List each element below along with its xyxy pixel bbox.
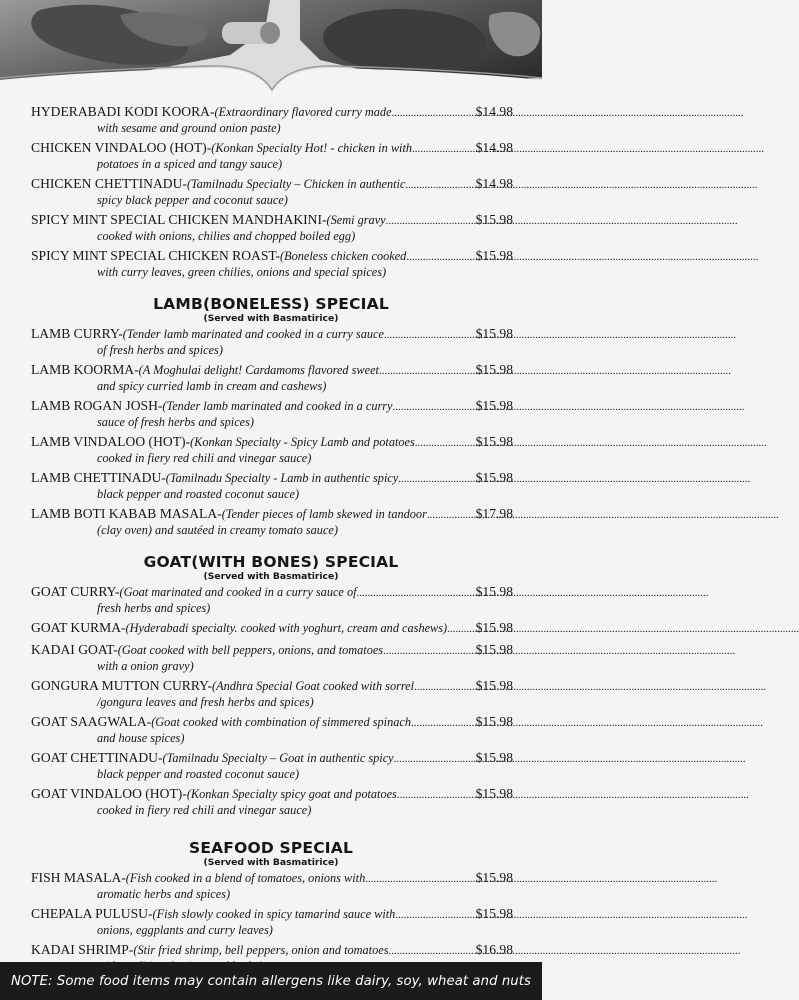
menu-item bbox=[31, 140, 513, 171]
item-description: (Tamilnadu Specialty - Lamb in authentic spicy bbox=[165, 471, 399, 485]
item-description-cont: potatoes in a spiced and tangy sauce) bbox=[97, 157, 283, 171]
section-subtitle: (Served with Basmatirice) bbox=[203, 313, 339, 324]
section-subtitle: (Served with Basmatirice) bbox=[203, 857, 339, 868]
leader-dots bbox=[383, 643, 476, 659]
menu-item bbox=[31, 584, 513, 615]
menu-item bbox=[31, 398, 513, 429]
header-food-photo-banner bbox=[0, 0, 542, 92]
section-title: GOAT(WITH BONES) SPECIAL bbox=[143, 553, 399, 571]
menu-item bbox=[31, 470, 513, 501]
section-subtitle: (Served with Basmatirice) bbox=[203, 571, 339, 582]
item-name: LAMB VINDALOO (HOT)- bbox=[31, 434, 191, 449]
item-name: LAMB ROGAN JOSH- bbox=[31, 398, 163, 413]
food-photo-banner-image bbox=[0, 0, 542, 92]
allergen-note-bar bbox=[0, 962, 542, 1000]
item-description: (Goat cooked with combination of simmered spinach bbox=[151, 715, 411, 729]
item-name: CHICKEN CHETTINADU- bbox=[31, 176, 187, 191]
item-name: GONGURA MUTTON CURRY- bbox=[31, 678, 213, 693]
item-description: (Konkan Specialty Hot! - chicken in with bbox=[211, 141, 413, 155]
leader-dots bbox=[411, 715, 476, 731]
item-description-cont: black pepper and roasted coconut sauce) bbox=[97, 487, 300, 501]
item-description-cont: and spicy curried lamb in cream and cashews) bbox=[97, 379, 327, 393]
allergen-note-text: NOTE: Some food items may contain allergens like dairy, soy, wheat and nuts bbox=[10, 973, 531, 989]
item-name: SPICY MINT SPECIAL CHICKEN ROAST- bbox=[31, 248, 281, 263]
item-price: $14.98 bbox=[475, 140, 513, 155]
item-name: SPICY MINT SPECIAL CHICKEN MANDHAKINI- bbox=[31, 212, 327, 227]
item-price: $15.98 bbox=[475, 678, 513, 693]
item-name: GOAT CURRY- bbox=[31, 584, 120, 599]
item-description: (Boneless chicken cooked bbox=[280, 249, 407, 263]
item-description-cont: aromatic herbs and spices) bbox=[97, 887, 231, 901]
item-price: $15.98 bbox=[475, 470, 513, 485]
menu-item bbox=[31, 678, 513, 709]
item-description: (Tender lamb marinated and cooked in a curry sauce bbox=[122, 327, 384, 341]
leader-dots bbox=[384, 327, 476, 343]
menu-item bbox=[31, 434, 513, 465]
item-price: $17.98 bbox=[475, 506, 513, 521]
item-description: (Tender lamb marinated and cooked in a curry bbox=[162, 399, 393, 413]
leader-dots bbox=[357, 585, 476, 601]
leader-dots bbox=[447, 621, 475, 637]
item-description-cont: spicy black pepper and coconut sauce) bbox=[97, 193, 288, 207]
item-description: (Hyderabadi specialty. cooked with yoghurt, cream and cashews) bbox=[125, 621, 448, 635]
item-price: $15.98 bbox=[475, 906, 513, 921]
item-description: (A Moghulai delight! Cardamoms flavored sweet bbox=[138, 363, 379, 377]
item-description-cont: cooked in fiery red chili and vinegar sauce) bbox=[97, 451, 312, 465]
item-price: $14.98 bbox=[475, 176, 513, 191]
item-description: (Fish cooked in a blend of tomatoes, onions with bbox=[125, 871, 366, 885]
item-price: $15.98 bbox=[475, 870, 513, 885]
menu-item bbox=[31, 326, 513, 357]
item-description-cont: cooked with onions, chilies and chopped boiled egg) bbox=[97, 229, 356, 243]
menu-item bbox=[31, 104, 513, 135]
menu-section-seafood bbox=[0, 839, 542, 973]
leader-dots bbox=[415, 435, 476, 451]
item-name: HYDERABADI KODI KOORA- bbox=[31, 104, 215, 119]
item-name: LAMB KOORMA- bbox=[31, 362, 139, 377]
leader-dots bbox=[414, 679, 476, 695]
menu-item bbox=[31, 362, 513, 393]
item-description-cont: (clay oven) and sautéed in creamy tomato sauce) bbox=[97, 523, 338, 537]
leader-dots bbox=[392, 105, 476, 121]
item-price: $15.98 bbox=[475, 642, 513, 657]
item-price: $15.98 bbox=[475, 326, 513, 341]
item-description-cont: with curry leaves, green chilies, onions and special spices) bbox=[97, 265, 387, 279]
leader-dots bbox=[386, 213, 476, 229]
menu-section-goat bbox=[0, 553, 542, 817]
item-description-cont: fresh herbs and spices) bbox=[97, 601, 211, 615]
item-price: $15.98 bbox=[475, 398, 513, 413]
item-description: (Semi gravy bbox=[326, 213, 386, 227]
item-price: $15.98 bbox=[475, 212, 513, 227]
item-description: (Goat cooked with bell peppers, onions, and tomatoes bbox=[117, 643, 384, 657]
item-description: (Konkan Specialty spicy goat and potatoes bbox=[186, 787, 397, 801]
menu-item bbox=[31, 750, 513, 781]
item-description: (Tender pieces of lamb skewed in tandoor bbox=[221, 507, 427, 521]
item-description-cont: with a onion gravy) bbox=[97, 659, 194, 673]
item-price: $15.98 bbox=[475, 434, 513, 449]
item-description-cont: cooked in fiery red chili and vinegar sauce) bbox=[97, 803, 312, 817]
item-description-cont: sauce of fresh herbs and spices) bbox=[97, 415, 254, 429]
item-description-cont: black pepper and roasted coconut sauce) bbox=[97, 767, 300, 781]
item-description: (Extraordinary flavored curry made bbox=[214, 105, 392, 119]
item-description-cont: of fresh herbs and spices) bbox=[97, 343, 223, 357]
item-description-cont: and house spices) bbox=[97, 731, 185, 745]
leader-dots bbox=[406, 249, 475, 265]
item-name: CHEPALA PULUSU- bbox=[31, 906, 153, 921]
item-price: $15.98 bbox=[475, 248, 513, 263]
item-description-cont: /gongura leaves and fresh herbs and spices) bbox=[97, 695, 314, 709]
menu-item bbox=[31, 620, 513, 637]
section-title: SEAFOOD SPECIAL bbox=[188, 839, 354, 857]
menu-item bbox=[31, 506, 513, 537]
item-name: LAMB CHETTINADU- bbox=[31, 470, 166, 485]
menu-item bbox=[31, 906, 513, 937]
menu-item bbox=[31, 870, 513, 901]
menu-item bbox=[31, 786, 513, 817]
item-name: GOAT KURMA- bbox=[31, 620, 126, 635]
leader-dots bbox=[394, 751, 476, 767]
leader-dots bbox=[365, 871, 475, 887]
item-description: (Goat marinated and cooked in a curry sauce of bbox=[119, 585, 357, 599]
item-description: (Stir fried shrimp, bell peppers, onion and tomatoes bbox=[133, 943, 389, 957]
item-price: $15.98 bbox=[475, 750, 513, 765]
menu-item bbox=[31, 212, 513, 243]
leader-dots bbox=[412, 141, 476, 157]
menu-item bbox=[31, 176, 513, 207]
leader-dots bbox=[393, 399, 476, 415]
menu-item bbox=[31, 248, 513, 279]
item-description: (Andhra Special Goat cooked with sorrel bbox=[212, 679, 415, 693]
item-price: $15.98 bbox=[475, 584, 513, 599]
leader-dots bbox=[389, 943, 476, 959]
leader-dots bbox=[379, 363, 476, 379]
item-name: LAMB BOTI KABAB MASALA- bbox=[31, 506, 222, 521]
leader-dots bbox=[405, 177, 475, 193]
item-description-cont: with sesame and ground onion paste) bbox=[97, 121, 281, 135]
item-description: (Fish slowly cooked in spicy tamarind sauce with bbox=[152, 907, 396, 921]
item-description: (Konkan Specialty - Spicy Lamb and potatoes bbox=[190, 435, 415, 449]
item-price: $15.98 bbox=[475, 362, 513, 377]
leader-dots bbox=[398, 471, 475, 487]
menu-content bbox=[0, 104, 542, 973]
item-name: GOAT VINDALOO (HOT)- bbox=[31, 786, 187, 801]
item-price: $15.98 bbox=[475, 714, 513, 729]
item-name: LAMB CURRY- bbox=[31, 326, 123, 341]
section-title: LAMB(BONELESS) SPECIAL bbox=[153, 295, 389, 313]
item-price: $16.98 bbox=[475, 942, 513, 957]
menu-section-chicken bbox=[0, 104, 542, 279]
item-description-cont: onions, eggplants and curry leaves) bbox=[97, 923, 273, 937]
item-name: FISH MASALA- bbox=[31, 870, 126, 885]
item-description: (Tamilnadu Specialty – Goat in authentic spicy bbox=[162, 751, 394, 765]
menu-item bbox=[31, 642, 513, 673]
item-price: $14.98 bbox=[475, 104, 513, 119]
item-description: (Tamilnadu Specialty – Chicken in authentic bbox=[186, 177, 406, 191]
menu-section-lamb bbox=[0, 295, 542, 537]
item-name: KADAI GOAT- bbox=[31, 642, 118, 657]
leader-dots bbox=[427, 507, 476, 523]
item-name: CHICKEN VINDALOO (HOT)- bbox=[31, 140, 212, 155]
leader-dots bbox=[395, 907, 475, 923]
leader-dots bbox=[397, 787, 476, 803]
item-name: GOAT CHETTINADU- bbox=[31, 750, 163, 765]
item-name: KADAI SHRIMP- bbox=[31, 942, 134, 957]
item-price: $15.98 bbox=[475, 620, 513, 635]
item-name: GOAT SAAGWALA- bbox=[31, 714, 152, 729]
menu-item bbox=[31, 714, 513, 745]
item-price: $15.98 bbox=[475, 786, 513, 801]
